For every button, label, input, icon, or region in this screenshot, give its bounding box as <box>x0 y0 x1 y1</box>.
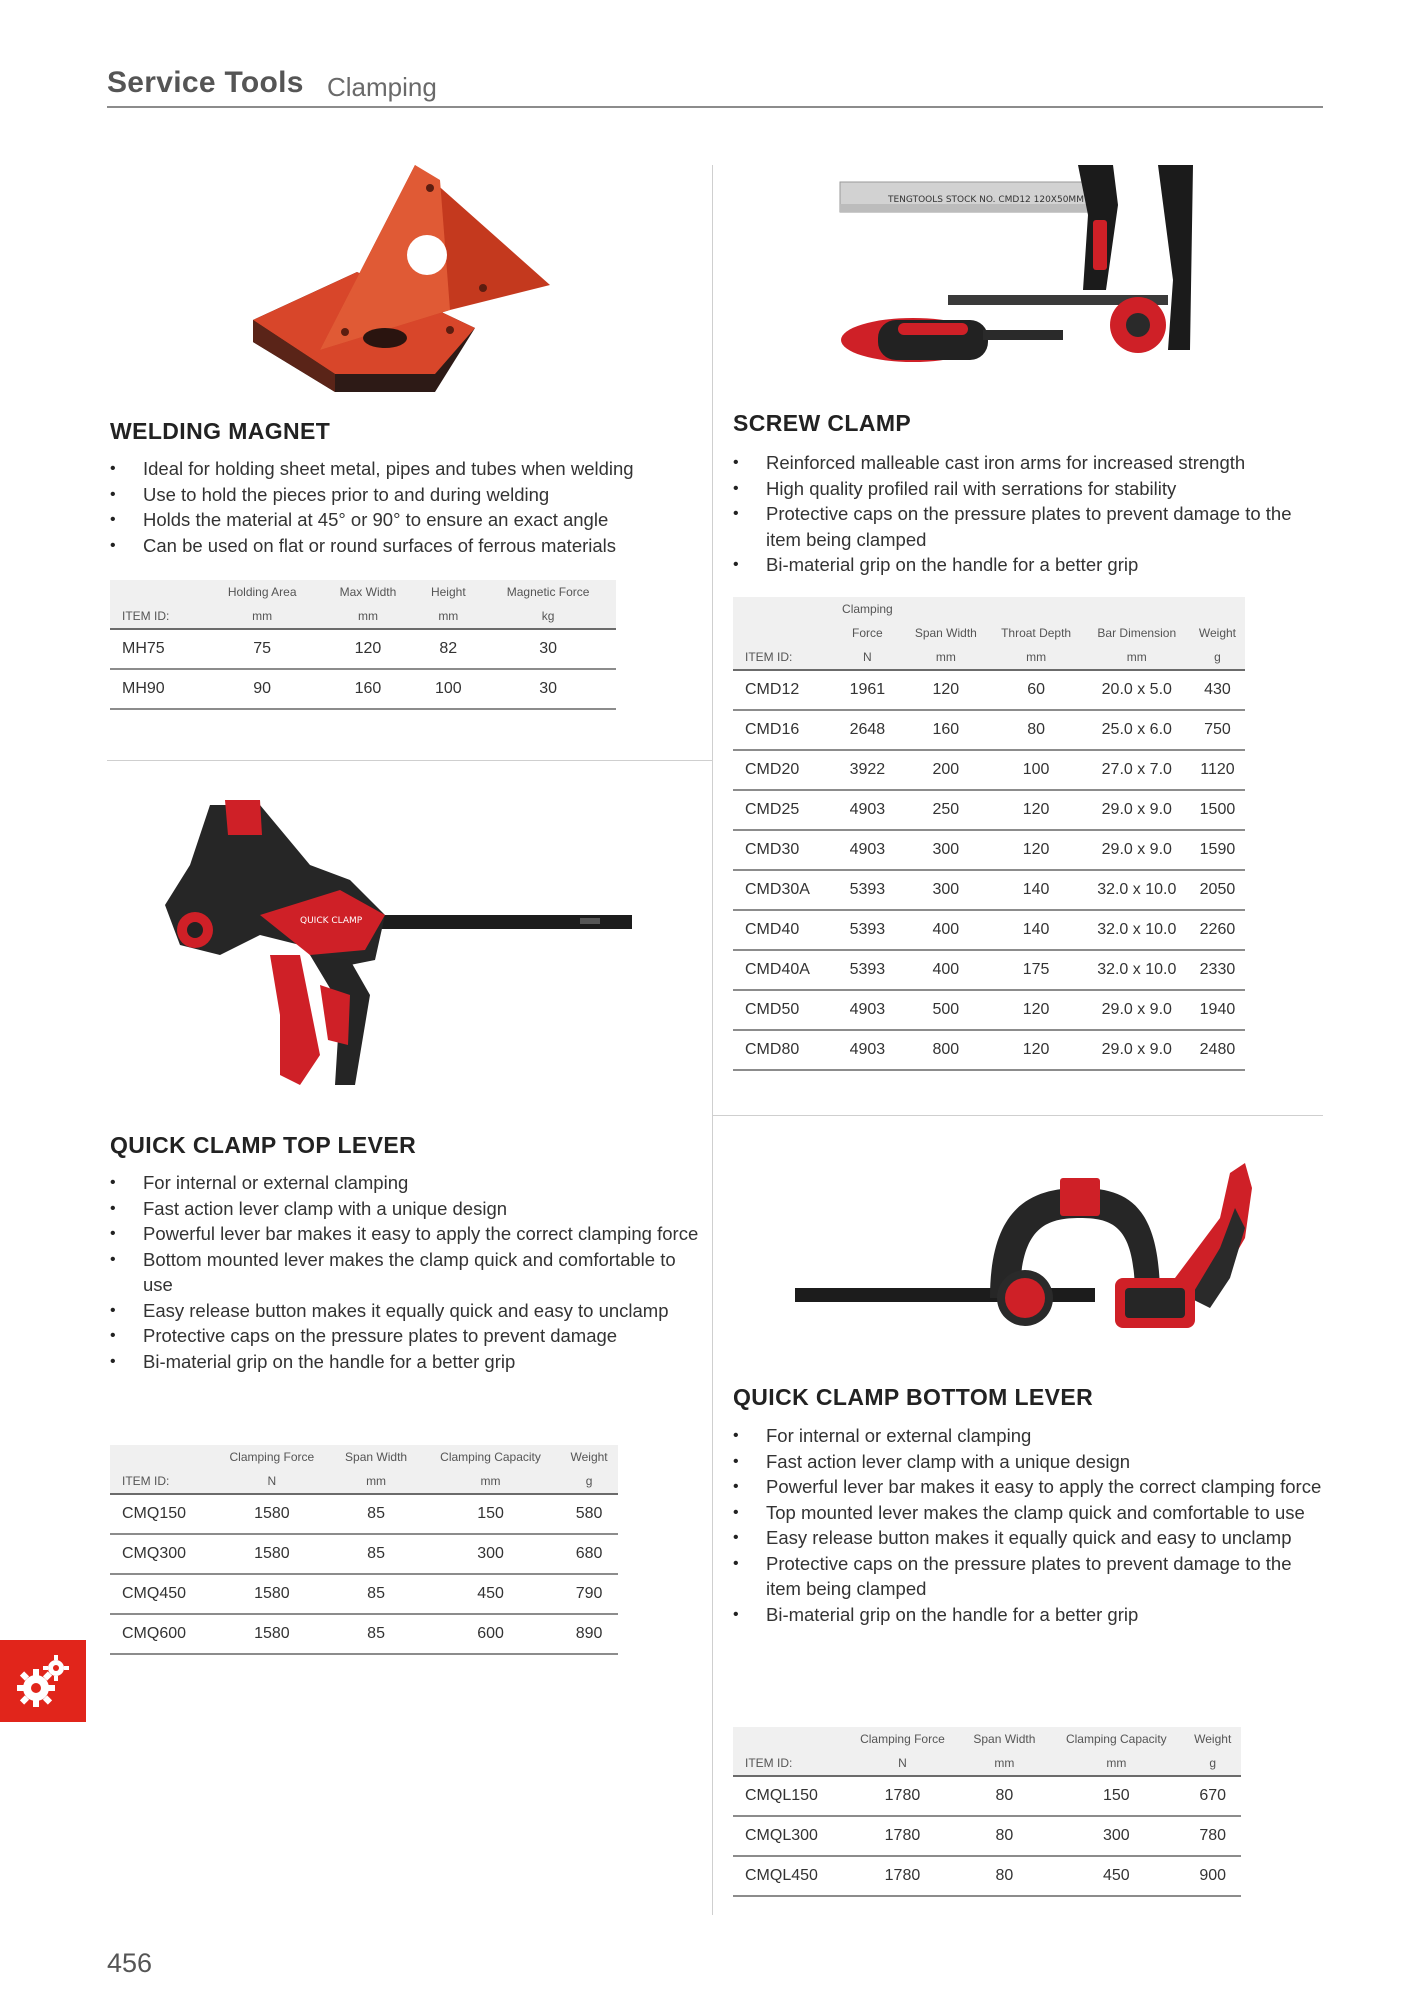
unit-header: N <box>832 645 904 670</box>
table-row: CMD40A 5393 400 175 32.0 x 10.0 2330 <box>733 950 1245 990</box>
table-row: CMQL300 1780 80 300 780 <box>733 1816 1241 1856</box>
feature-item: • Ideal for holding sheet metal, pipes and tubes when welding <box>110 456 700 482</box>
quick-clamp-top-lever-title: QUICK CLAMP TOP LEVER <box>110 1132 417 1158</box>
page-title: Service Tools <box>107 66 304 99</box>
feature-item: • Protective caps on the pressure plates to prevent damage <box>110 1323 700 1349</box>
column-header: Clamping Capacity <box>421 1445 560 1469</box>
rail-text: TENGTOOLS STOCK NO. CMD12 120X50MM <box>888 195 1084 205</box>
item-id-header: ITEM ID: <box>733 1751 844 1776</box>
column-divider <box>712 165 713 1915</box>
screw-clamp-image <box>838 160 1218 370</box>
unit-header: mm <box>331 1469 421 1494</box>
quick-clamp-bottom-lever-image <box>790 1148 1260 1348</box>
feature-item: • Easy release button makes it equally quick and easy to unclamp <box>110 1298 700 1324</box>
column-header: Clamping Capacity <box>1048 1727 1184 1751</box>
welding-magnet-image <box>245 160 565 400</box>
table-row: CMQ300 1580 85 300 680 <box>110 1534 618 1574</box>
quick-clamp-bottom-lever-features <box>733 1423 1323 1627</box>
table-row: CMQL450 1780 80 450 900 <box>733 1856 1241 1896</box>
column-header: Height <box>416 580 480 604</box>
quick-clamp-top-lever-image <box>150 795 640 1095</box>
gears-icon <box>0 1640 86 1722</box>
screw-clamp-features <box>733 450 1321 578</box>
item-id-header: ITEM ID: <box>110 604 205 629</box>
welding-magnet-features <box>110 456 700 558</box>
feature-item: • Use to hold the pieces prior to and during welding <box>110 482 700 508</box>
table-row: CMD30A 5393 300 140 32.0 x 10.0 2050 <box>733 870 1245 910</box>
unit-header: g <box>1190 645 1245 670</box>
quick-clamp-bottom-lever-spec-table <box>733 1727 1241 1897</box>
table-row: CMD16 2648 160 80 25.0 x 6.0 750 <box>733 710 1245 750</box>
feature-item: • Easy release button makes it equally quick and easy to unclamp <box>733 1525 1323 1551</box>
column-header: Span Width <box>903 621 988 645</box>
feature-item: • Can be used on flat or round surfaces of ferrous materials <box>110 533 700 559</box>
table-row: CMD25 4903 250 120 29.0 x 9.0 1500 <box>733 790 1245 830</box>
column-header: Clamping Force <box>844 1727 960 1751</box>
feature-item: • For internal or external clamping <box>110 1170 700 1196</box>
unit-header: mm <box>961 1751 1049 1776</box>
column-header: Span Width <box>331 1445 421 1469</box>
page-subtitle: Clamping <box>327 72 437 102</box>
unit-header: mm <box>320 604 417 629</box>
unit-header: mm <box>205 604 320 629</box>
unit-header: kg <box>480 604 616 629</box>
page-number: 456 <box>107 1948 153 1978</box>
column-header: Weight <box>560 1445 618 1469</box>
quick-clamp-top-lever-spec-table <box>110 1445 618 1655</box>
unit-header: g <box>1184 1751 1241 1776</box>
feature-item: • Bi-material grip on the handle for a better grip <box>733 552 1321 578</box>
table-row: CMQL150 1780 80 150 670 <box>733 1776 1241 1816</box>
feature-item: • High quality profiled rail with serrations for stability <box>733 476 1321 502</box>
section-divider-right <box>712 1115 1323 1116</box>
table-row: CMQ450 1580 85 450 790 <box>110 1574 618 1614</box>
unit-header: mm <box>903 645 988 670</box>
feature-item: • Powerful lever bar makes it easy to apply the correct clamping force <box>733 1474 1323 1500</box>
item-id-header: ITEM ID: <box>110 1469 213 1494</box>
column-header: Throat Depth <box>989 621 1084 645</box>
column-header: Holding Area <box>205 580 320 604</box>
feature-item: • Bottom mounted lever makes the clamp quick and comfortable to use <box>110 1247 700 1298</box>
welding-magnet-spec-table <box>110 580 616 710</box>
feature-item: • Protective caps on the pressure plates to prevent damage to the item being clamped <box>733 501 1321 552</box>
section-divider-left <box>107 760 712 761</box>
table-row: MH75 75 120 82 30 <box>110 629 616 669</box>
feature-item: • Powerful lever bar makes it easy to apply the correct clamping force <box>110 1221 700 1247</box>
feature-item: • Reinforced malleable cast iron arms for increased strength <box>733 450 1321 476</box>
column-header: Bar Dimension <box>1084 621 1190 645</box>
column-header: Magnetic Force <box>480 580 616 604</box>
item-id-header: ITEM ID: <box>733 645 832 670</box>
table-row: MH90 90 160 100 30 <box>110 669 616 709</box>
clamp-label-text: QUICK CLAMP <box>300 916 363 926</box>
feature-item: • Top mounted lever makes the clamp quick and comfortable to use <box>733 1500 1323 1526</box>
table-row: CMQ600 1580 85 600 890 <box>110 1614 618 1654</box>
feature-item: • Bi-material grip on the handle for a better grip <box>110 1349 700 1375</box>
column-header: Max Width <box>320 580 417 604</box>
unit-header: N <box>844 1751 960 1776</box>
screw-clamp-spec-table <box>733 597 1245 1071</box>
unit-header: mm <box>1048 1751 1184 1776</box>
table-row: CMD40 5393 400 140 32.0 x 10.0 2260 <box>733 910 1245 950</box>
feature-item: • For internal or external clamping <box>733 1423 1323 1449</box>
unit-header: mm <box>1084 645 1190 670</box>
unit-header: mm <box>421 1469 560 1494</box>
quick-clamp-bottom-lever-title: QUICK CLAMP BOTTOM LEVER <box>733 1384 1094 1410</box>
column-header: Clamping Force <box>213 1445 332 1469</box>
section-tab[interactable] <box>0 1640 86 1722</box>
column-header: Span Width <box>961 1727 1049 1751</box>
page-header <box>107 62 1323 108</box>
column-header: Weight <box>1190 621 1245 645</box>
table-row: CMD20 3922 200 100 27.0 x 7.0 1120 <box>733 750 1245 790</box>
table-row: CMD12 1961 120 60 20.0 x 5.0 430 <box>733 670 1245 710</box>
unit-header: mm <box>416 604 480 629</box>
feature-item: • Bi-material grip on the handle for a better grip <box>733 1602 1323 1628</box>
feature-item: • Holds the material at 45° or 90° to ensure an exact angle <box>110 507 700 533</box>
screw-clamp-title: SCREW CLAMP <box>733 410 912 436</box>
feature-item: • Fast action lever clamp with a unique design <box>110 1196 700 1222</box>
table-row: CMD30 4903 300 120 29.0 x 9.0 1590 <box>733 830 1245 870</box>
feature-item: • Fast action lever clamp with a unique design <box>733 1449 1323 1475</box>
column-header: Force <box>832 621 904 645</box>
table-row: CMQ150 1580 85 150 580 <box>110 1494 618 1534</box>
column-header: Clamping <box>832 597 904 621</box>
table-row: CMD80 4903 800 120 29.0 x 9.0 2480 <box>733 1030 1245 1070</box>
table-row: CMD50 4903 500 120 29.0 x 9.0 1940 <box>733 990 1245 1030</box>
unit-header: mm <box>989 645 1084 670</box>
welding-magnet-title: WELDING MAGNET <box>110 418 331 444</box>
unit-header: g <box>560 1469 618 1494</box>
quick-clamp-top-lever-features <box>110 1170 700 1374</box>
unit-header: N <box>213 1469 332 1494</box>
feature-item: • Protective caps on the pressure plates to prevent damage to the item being clamped <box>733 1551 1323 1602</box>
column-header: Weight <box>1184 1727 1241 1751</box>
